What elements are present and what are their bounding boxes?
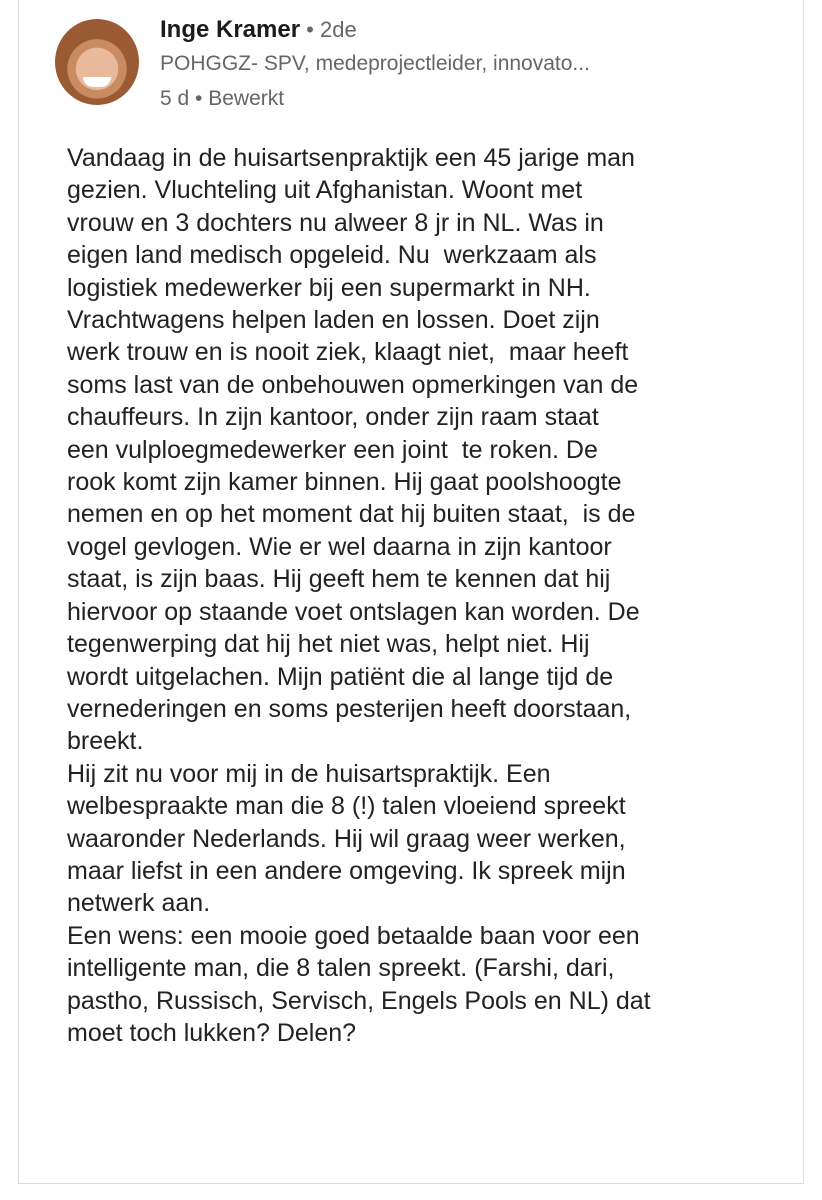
post-card	[18, 0, 804, 1184]
post-line: eigen land medisch opgeleid. Nu werkzaam als	[67, 241, 597, 270]
post-line: moet toch lukken? Delen?	[67, 1018, 357, 1047]
post-meta: 5 d • Bewerkt	[160, 87, 285, 110]
post-line: vrouw en 3 dochters nu alweer 8 jr in NL. Was in	[67, 208, 604, 237]
post-line: een vulploegmedewerker een joint te roken. De	[67, 435, 598, 464]
post-line: pastho, Russisch, Servisch, Engels Pools en NL) dat	[67, 986, 651, 1015]
post-line: tegenwerping dat hij het niet was, helpt niet. Hij	[67, 630, 590, 659]
post-line: nemen en op het moment dat hij buiten staat, is de	[67, 500, 636, 529]
connection-degree: • 2de	[300, 17, 357, 42]
post-line: breekt.	[67, 727, 144, 756]
post-line: Vandaag in de huisartsenpraktijk een 45 jarige man	[67, 144, 635, 172]
post-line: staat, is zijn baas. Hij geeft hem te kennen dat hij	[67, 565, 611, 594]
post-line: chauffeurs. In zijn kantoor, onder zijn raam staat	[67, 403, 599, 432]
post-line: vernederingen en soms pesterijen heeft doorstaan,	[67, 694, 632, 723]
post-line: maar liefst in een andere omgeving. Ik spreek mijn	[67, 856, 626, 885]
author-name-line[interactable]	[160, 16, 357, 44]
post-line: intelligente man, die 8 talen spreekt. (Farshi, dari,	[67, 954, 615, 983]
post-line: soms last van de onbehouwen opmerkingen van de	[67, 370, 639, 399]
post-line: Hij zit nu voor mij in de huisartspraktijk. Een	[67, 759, 551, 788]
post-body	[67, 142, 822, 1049]
post-line: wordt uitgelachen. Mijn patiënt die al lange tijd de	[67, 662, 614, 691]
post-line: waaronder Nederlands. Hij wil graag weer werken,	[67, 824, 626, 853]
post-line: welbespraakte man die 8 (!) talen vloeiend spreekt	[67, 792, 626, 821]
post-line: Een wens: een mooie goed betaalde baan voor een	[67, 921, 640, 950]
post-line: hiervoor op staande voet ontslagen kan worden. De	[67, 597, 640, 626]
post-line: netwerk aan.	[67, 889, 211, 918]
post-line: gezien. Vluchteling uit Afghanistan. Woont met	[67, 176, 583, 205]
post-line: vogel gevlogen. Wie er wel daarna in zijn kantoor	[67, 532, 612, 561]
post-line: rook komt zijn kamer binnen. Hij gaat poolshoogte	[67, 468, 622, 497]
author-name[interactable]: Inge Kramer	[160, 16, 301, 43]
post-line: logistiek medewerker bij een supermarkt in NH.	[67, 273, 591, 302]
author-headline: POHGGZ- SPV, medeprojectleider, innovato...	[160, 52, 590, 75]
post-line: werk trouw en is nooit ziek, klaagt niet, maar heeft	[67, 338, 629, 367]
author-avatar[interactable]	[55, 19, 139, 105]
avatar-smile	[83, 77, 111, 87]
post-line: Vrachtwagens helpen laden en lossen. Doet zijn	[67, 306, 600, 335]
